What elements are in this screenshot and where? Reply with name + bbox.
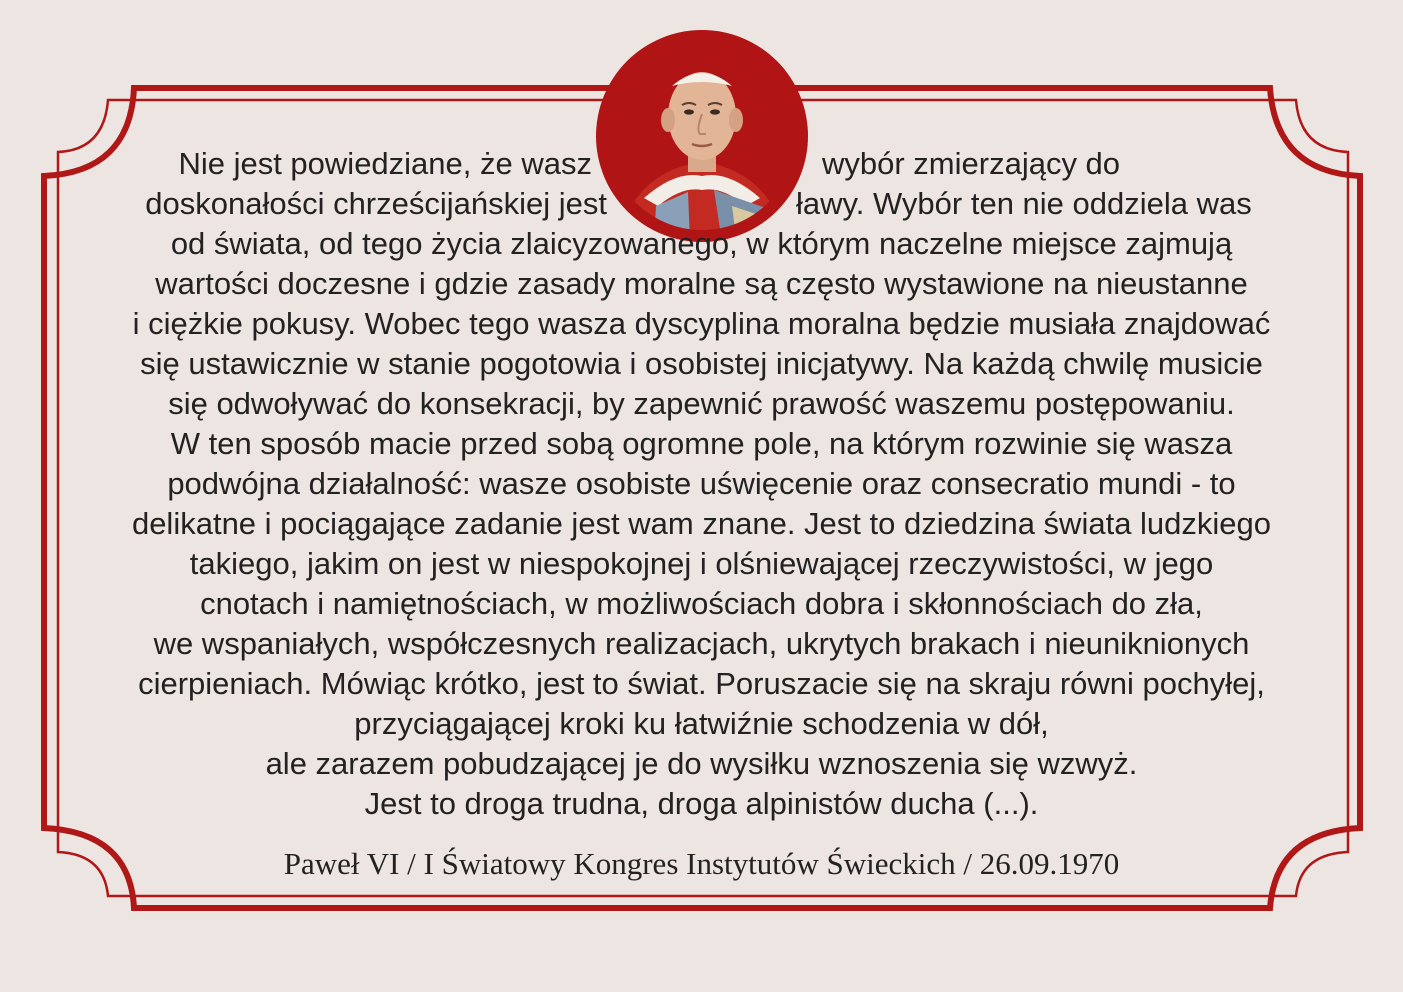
quote-line: się ustawicznie w stanie pogotowia i osobistej inicjatywy. Na każdą chwilę musicie xyxy=(140,346,1263,381)
quote-line: we wspaniałych, współczesnych realizacjach, ukrytych brakach i nieuniknionych xyxy=(153,626,1250,661)
quote-line: cierpieniach. Mówiąc krótko, jest to świat. Poruszacie się na skraju równi pochyłej, xyxy=(138,666,1265,701)
quote-line: się odwoływać do konsekracji, by zapewnić prawość waszemu postępowaniu. xyxy=(168,386,1235,421)
quote-line: ale zarazem pobudzającej je do wysiłku wznoszenia się wzwyż. xyxy=(265,746,1138,781)
quote-line-left: Nie jest powiedziane, że wasz xyxy=(178,146,592,181)
quote-line-right: ławy. Wybór ten nie oddziela was xyxy=(796,186,1252,221)
quote-line: przyciągającej kroki ku łatwiźnie schodzenia w dół, xyxy=(354,706,1049,741)
quote-line: cnotach i namiętnościach, w możliwościach dobra i skłonnościach do zła, xyxy=(200,586,1203,621)
quote-line: i ciężkie pokusy. Wobec tego wasza dyscyplina moralna będzie musiała znajdować xyxy=(132,306,1271,341)
quote-line: wartości doczesne i gdzie zasady moralne są często wystawione na nieustanne xyxy=(155,266,1248,301)
quote-line: od świata, od tego życia zlaicyzowanego, w którym naczelne miejsce zajmują xyxy=(170,226,1233,261)
quote-line-left: doskonałości chrześcijańskiej jest xyxy=(145,186,607,221)
quote-line: podwójna działalność: wasze osobiste uświęcenie oraz consecratio mundi - to xyxy=(167,466,1236,501)
quote-line: W ten sposób macie przed sobą ogromne pole, na którym rozwinie się wasza xyxy=(170,426,1233,461)
quote-attribution: Paweł VI / I Światowy Kongres Instytutów Świeckich / 26.09.1970 xyxy=(283,846,1120,881)
quote-line: takiego, jakim on jest w niespokojnej i olśniewającej rzeczywistości, w jego xyxy=(189,546,1214,581)
quote-line-right: wybór zmierzający do xyxy=(822,146,1121,181)
quote-line: Jest to droga trudna, droga alpinistów ducha (...). xyxy=(364,786,1039,821)
quote-line: delikatne i pociągające zadanie jest wam znane. Jest to dziedzina świata ludzkiego xyxy=(131,506,1272,541)
